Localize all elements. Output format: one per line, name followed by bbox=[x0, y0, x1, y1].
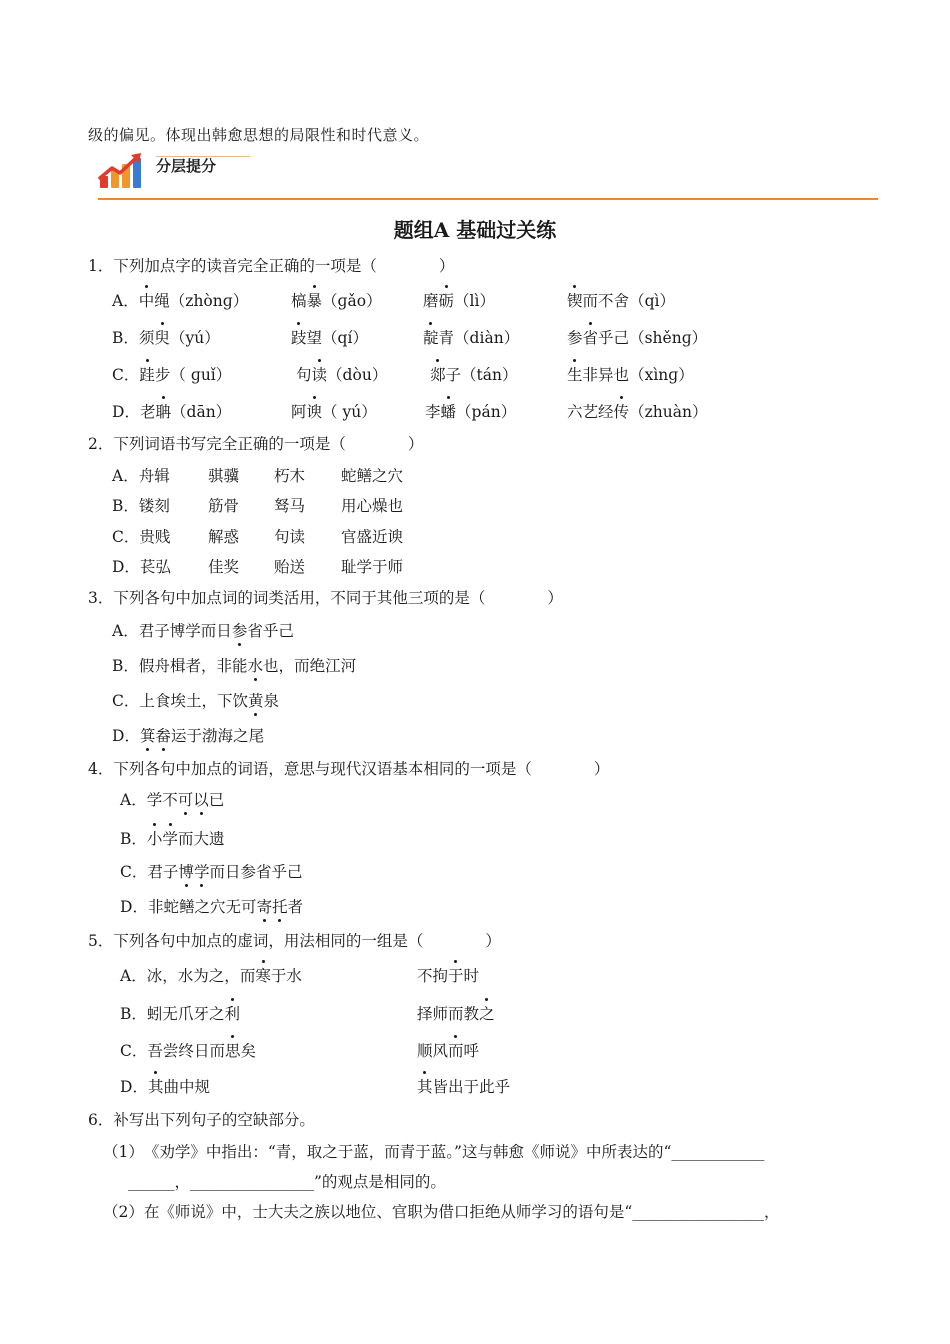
chart-growth-icon bbox=[98, 152, 146, 196]
emphasis-dot-char: 跬 bbox=[139, 363, 155, 385]
q1-b-3: 靛青（diàn） bbox=[423, 326, 519, 348]
q3-stem: 3．下列各句中加点词的词类活用，不同于其他三项的是（ ） bbox=[88, 589, 563, 607]
emphasis-dot-char: 读 bbox=[312, 363, 328, 385]
q2-stem: 2．下列词语书写完全正确的一项是（ ） bbox=[88, 435, 424, 453]
banner-label: 分层提分 bbox=[156, 157, 217, 175]
q2-c-4: 官盛近谀 bbox=[341, 528, 404, 546]
q2-c-2: 解惑 bbox=[208, 528, 240, 546]
q5-a-right: 不拘于时 bbox=[417, 964, 479, 986]
q1-c-1: C．跬步（ ɡuǐ） bbox=[112, 363, 231, 385]
q1-c-4: 生非异也（xìnɡ） bbox=[567, 363, 694, 385]
emphasis-dot-char: 而 bbox=[448, 1039, 464, 1061]
emphasis-dot-char: 跂 bbox=[291, 326, 307, 348]
emphasis-dot-char: 寄 bbox=[257, 895, 273, 917]
q2-a-1: A．舟辑 bbox=[112, 467, 170, 485]
q1-d-1: D．老聃（dān） bbox=[112, 400, 231, 422]
emphasis-dot-char: 臾 bbox=[154, 326, 170, 348]
q1-d-2: 阿谀（ yú） bbox=[291, 400, 377, 422]
emphasis-dot-char: 之 bbox=[479, 1002, 495, 1024]
emphasis-dot-char: 参 bbox=[232, 619, 248, 641]
q5-stem: 5．下列各句中加点的虚词，用法相同的一组是（ ） bbox=[88, 932, 501, 950]
emphasis-dot-char: 砺 bbox=[439, 289, 455, 311]
emphasis-dot-char: 寒 bbox=[255, 964, 271, 986]
q3-option-b: B．假舟楫者，非能水也，而绝江河 bbox=[112, 654, 356, 676]
emphasis-dot-char: 小 bbox=[147, 827, 163, 849]
section-title: 题组A 基础过关练 bbox=[393, 218, 557, 242]
q6-part2-line1: （2）在《师说》中，士大夫之族以地位、官职为借口拒绝从师学习的语句是“_________________， bbox=[103, 1203, 780, 1221]
emphasis-dot-char: 其 bbox=[148, 1075, 164, 1097]
emphasis-dot-char: 思 bbox=[225, 1039, 241, 1061]
emphasis-dot-char: 中 bbox=[139, 289, 155, 311]
q1-a-4: 锲而不舍（qì） bbox=[567, 289, 675, 311]
emphasis-dot-char: 学 bbox=[162, 827, 178, 849]
arrow-up-icon bbox=[98, 152, 146, 192]
emphasis-dot-char: 博 bbox=[178, 860, 194, 882]
emphasis-dot-char: 于 bbox=[448, 964, 464, 986]
emphasis-dot-char: 传 bbox=[614, 400, 630, 422]
q1-a-2: 槁暴（ɡǎo） bbox=[291, 289, 382, 311]
q5-b-right: 择师而教之 bbox=[417, 1002, 495, 1024]
emphasis-dot-char: 托 bbox=[272, 895, 288, 917]
q2-c-3: 句读 bbox=[274, 528, 306, 546]
q2-b-3: 驽马 bbox=[274, 497, 306, 515]
emphasis-dot-char: 锲 bbox=[567, 289, 583, 311]
emphasis-dot-char: 蟠 bbox=[441, 400, 457, 422]
q4-option-a: A．学不可以已 bbox=[120, 788, 224, 810]
q5-c-right: 顺风而呼 bbox=[417, 1039, 479, 1061]
q4-option-c: C．君子博学而日参省乎己 bbox=[120, 860, 303, 882]
emphasis-dot-char: 箕 bbox=[140, 724, 156, 746]
emphasis-dot-char: 可 bbox=[178, 788, 194, 810]
q3-option-c: C．上食埃土，下饮黄泉 bbox=[112, 689, 279, 711]
emphasis-dot-char: 水 bbox=[248, 654, 264, 676]
q5-a-left: A．冰，水为之，而寒于水 bbox=[120, 964, 302, 986]
q2-d-3: 贻送 bbox=[274, 558, 306, 576]
q4-option-b: B．小学而大遗 bbox=[120, 827, 224, 849]
emphasis-dot-char: 省 bbox=[583, 326, 599, 348]
q2-d-4: 耻学于师 bbox=[341, 558, 404, 576]
q6-part1-line1: （1） 《劝学》中指出：“青，取之于蓝，而青于蓝。”这与韩愈《师说》中所表达的“____________ bbox=[103, 1143, 765, 1161]
emphasis-dot-char: 靛 bbox=[423, 326, 439, 348]
q1-a-1: A．中绳（zhònɡ） bbox=[112, 289, 248, 311]
q4-stem: 4．下列各句中加点的词语，意思与现代汉语基本相同的一项是（ ） bbox=[88, 760, 610, 778]
q2-d-2: 佳奖 bbox=[208, 558, 240, 576]
q6-stem: 6．补写出下列句子的空缺部分。 bbox=[88, 1111, 315, 1129]
emphasis-dot-char: 畚 bbox=[155, 724, 171, 746]
q1-stem: 1．下列加点字的读音完全正确的一项是（ ） bbox=[88, 257, 455, 275]
q1-c-3: 郯子（tán） bbox=[430, 363, 518, 385]
q6-part1-line2: ______，________________”的观点是相同的。 bbox=[128, 1173, 446, 1191]
q2-a-2: 骐骥 bbox=[208, 467, 240, 485]
emphasis-dot-char: 利 bbox=[224, 1002, 240, 1024]
q1-b-4: 参省乎己（shěnɡ） bbox=[567, 326, 707, 348]
q3-option-a: A．君子博学而日参省乎己 bbox=[112, 619, 294, 641]
q5-b-left: B．蚓无爪牙之利 bbox=[120, 1002, 240, 1024]
emphasis-dot-char: 以 bbox=[193, 788, 209, 810]
q1-d-3: 李蟠（pán） bbox=[425, 400, 516, 422]
emphasis-dot-char: 学 bbox=[194, 860, 210, 882]
q1-b-1: B．须臾（yú） bbox=[112, 326, 220, 348]
emphasis-dot-char: 生 bbox=[567, 363, 583, 385]
q1-b-2: 跂望（qí） bbox=[291, 326, 368, 348]
emphasis-dot-char: 聃 bbox=[155, 400, 171, 422]
emphasis-dot-char: 暴 bbox=[307, 289, 323, 311]
emphasis-dot-char: 其 bbox=[417, 1075, 433, 1097]
q2-b-1: B．镂刻 bbox=[112, 497, 170, 515]
banner-divider bbox=[98, 198, 878, 200]
emphasis-dot-char: 谀 bbox=[307, 400, 323, 422]
q1-d-4: 六艺经传（zhuàn） bbox=[567, 400, 707, 422]
q1-c-2: 句读（dòu） bbox=[296, 363, 387, 385]
q2-a-3: 朽木 bbox=[274, 467, 306, 485]
intro-text: 级的偏见。体现出韩愈思想的局限性和时代意义。 bbox=[88, 126, 430, 144]
q2-d-1: D．苌弘 bbox=[112, 558, 171, 576]
q4-option-d: D．非蛇鳝之穴无可寄托者 bbox=[120, 895, 303, 917]
q2-b-4: 用心燥也 bbox=[341, 497, 404, 515]
q2-a-4: 蛇鳝之穴 bbox=[341, 467, 404, 485]
q1-a-3: 磨砺（lì） bbox=[423, 289, 495, 311]
section-banner bbox=[98, 152, 878, 202]
q3-option-d: D．箕畚运于渤海之尾 bbox=[112, 724, 264, 746]
q2-b-2: 筋骨 bbox=[208, 497, 240, 515]
q5-d-left: D．其曲中规 bbox=[120, 1075, 210, 1097]
emphasis-dot-char: 郯 bbox=[430, 363, 446, 385]
q2-c-1: C．贵贱 bbox=[112, 528, 171, 546]
q5-d-right: 其皆出于此乎 bbox=[417, 1075, 510, 1097]
q5-c-left: C．吾尝终日而思矣 bbox=[120, 1039, 256, 1061]
emphasis-dot-char: 黄 bbox=[248, 689, 264, 711]
